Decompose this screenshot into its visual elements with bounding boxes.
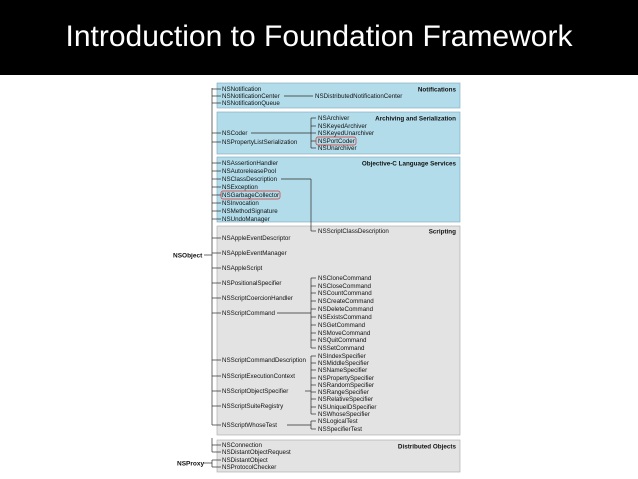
group-header-language-services: Objective-C Language Services	[361, 160, 456, 168]
class-node: NSDeleteCommand	[318, 306, 374, 313]
class-node: NSPropertySpecifier	[318, 375, 375, 382]
class-node: NSPositionalSpecifier	[222, 280, 282, 287]
class-node: NSMiddleSpecifier	[318, 360, 369, 367]
class-node: NSInvocation	[222, 200, 259, 207]
group-header-notifications: Notifications	[417, 86, 456, 94]
class-node: NSAppleEventDescriptor	[222, 235, 291, 242]
class-node: NSCountCommand	[318, 290, 372, 297]
class-node: NSScriptCoercionHandler	[222, 295, 293, 302]
class-node: NSAppleEventManager	[222, 250, 287, 257]
class-node: NSArchiver	[318, 115, 350, 122]
root-nsproxy: NSProxy	[177, 460, 205, 468]
class-node: NSRangeSpecifier	[318, 389, 369, 396]
class-node: NSAutoreleasePool	[222, 168, 277, 175]
class-node: NSRelativeSpecifier	[318, 396, 374, 403]
class-node: NSDistantObjectRequest	[222, 449, 291, 456]
group-header-distributed-objects: Distributed Objects	[397, 443, 456, 451]
class-node: NSScriptClassDescription	[318, 228, 389, 235]
class-node: NSSpecifierTest	[318, 426, 363, 433]
class-node: NSPropertyListSerialization	[222, 139, 298, 146]
class-node: NSCloneCommand	[318, 275, 372, 282]
class-node: NSNotification	[222, 86, 262, 93]
class-node: NSWhoseSpecifier	[318, 411, 370, 418]
class-node: NSExistsCommand	[318, 314, 372, 321]
class-node: NSUnarchiver	[318, 145, 357, 152]
slide-title: Introduction to Foundation Framework	[65, 20, 573, 53]
class-node: NSRandomSpecifier	[318, 382, 375, 389]
class-node: NSDistributedNotificationCenter	[315, 93, 403, 100]
class-node: NSAppleScript	[222, 265, 263, 272]
class-node: NSCloseCommand	[318, 283, 371, 290]
class-node: NSScriptWhoseTest	[222, 422, 278, 429]
class-node: NSMoveCommand	[318, 330, 371, 337]
class-node: NSNotificationQueue	[222, 100, 280, 107]
class-node-highlighted: NSPortCoder	[318, 138, 355, 145]
class-node: NSScriptSuiteRegistry	[222, 403, 284, 410]
class-node: NSMethodSignature	[222, 208, 278, 215]
class-node: NSScriptExecutionContext	[222, 373, 295, 380]
class-node: NSConnection	[222, 442, 262, 449]
class-node: NSUndoManager	[222, 216, 270, 223]
class-node: NSCreateCommand	[318, 298, 374, 305]
class-node: NSDistantObject	[222, 457, 268, 464]
class-node-highlighted: NSGarbageCollector	[222, 192, 280, 199]
class-node: NSNameSpecifier	[318, 367, 368, 374]
class-node: NSClassDescription	[222, 176, 278, 183]
class-node: NSQuitCommand	[318, 337, 367, 344]
class-node: NSSetCommand	[318, 345, 365, 352]
class-node: NSAssertionHandler	[222, 160, 279, 167]
class-node: NSProtocolChecker	[222, 464, 277, 471]
group-header-archiving: Archiving and Serialization	[375, 115, 456, 123]
class-node: NSLogicalTest	[318, 418, 358, 425]
class-node: NSScriptCommandDescription	[222, 357, 306, 364]
root-nsobject: NSObject	[173, 252, 203, 260]
class-node: NSUniqueIDSpecifier	[318, 404, 377, 411]
class-node: NSKeyedArchiver	[318, 123, 367, 130]
class-node: NSKeyedUnarchiver	[318, 130, 375, 137]
class-node: NSGetCommand	[318, 322, 366, 329]
class-node: NSException	[222, 184, 258, 191]
class-node: NSNotificationCenter	[222, 93, 280, 100]
class-node: NSScriptObjectSpecifier	[222, 388, 289, 395]
group-header-scripting: Scripting	[428, 228, 456, 236]
class-node: NSIndexSpecifier	[318, 353, 366, 360]
class-node: NSScriptCommand	[222, 310, 275, 317]
class-node: NSCoder	[222, 130, 248, 137]
